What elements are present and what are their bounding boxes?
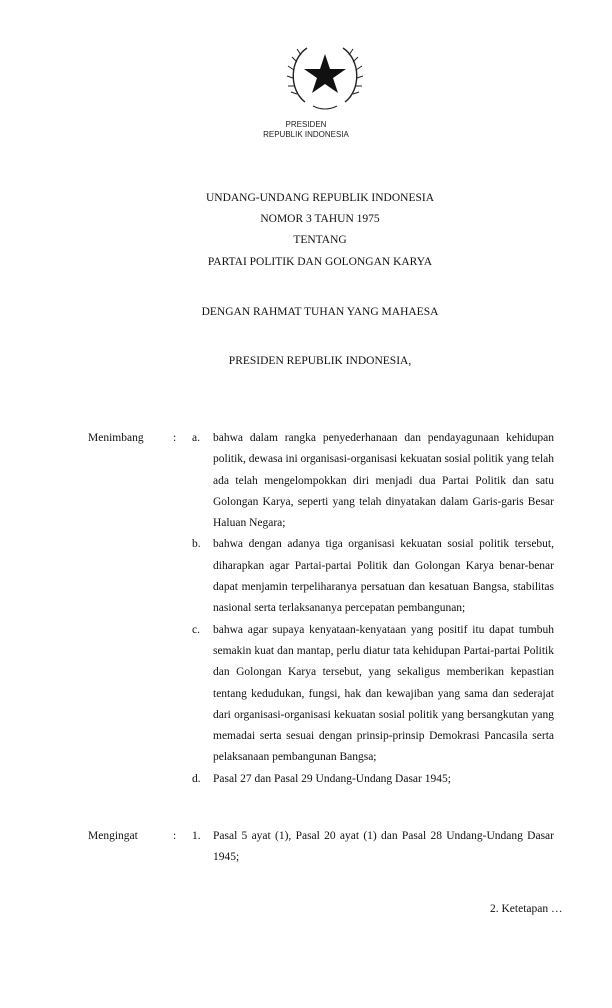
item-number: a. — [192, 432, 200, 444]
item-text: bahwa agar supaya kenyataan-kenyataan yang positif itu dapat tumbuh semakin kuat dan mantap, perlu diatur tata kehidupan Partai-partai Politik dan Golongan Karya tersebut, yang sekaligus memberikan kepastian tentang kedudukan, fungsi, hak dan kewajiban yang sama dan sederajat dari organisasi-organisasi kekuatan sosial politik yang bersangkutan yang memadai serta sesuai dengan prinsip-prinsip Demokrasi Pancasila serta pelaksanaan pembangunan Bangsa; — [213, 623, 554, 764]
letterhead-republik: REPUBLIK INDONESIA — [263, 130, 349, 139]
item-number: b. — [192, 538, 201, 551]
colon: : — [173, 432, 177, 444]
item-number: c. — [192, 623, 200, 636]
page-continuation: 2. Ketetapan … — [490, 902, 563, 915]
item-text: bahwa dengan adanya tiga organisasi kekuatan sosial politik tersebut, diharapkan agar Partai-partai Politik dan Golongan Karya benar-benar dapat menjamin terpeliharanya persatuan dan kesatuan Bangsa, stabilitas nasional serta terlaksananya percepatan pembangunan; — [213, 538, 554, 615]
list-item — [192, 826, 554, 869]
mengingat-section — [88, 826, 558, 869]
garuda-star-emblem — [283, 40, 367, 112]
mengingat-label: Mengingat — [88, 830, 138, 843]
menimbang-section — [88, 428, 558, 790]
letterhead-presiden: PRESIDEN — [285, 120, 327, 129]
list-item — [192, 769, 554, 790]
list-item — [192, 620, 554, 769]
title-line-2: NOMOR 3 TAHUN 1975 — [260, 213, 380, 225]
title-line-4: PARTAI POLITIK DAN GOLONGAN KARYA — [207, 256, 433, 268]
item-number: d. — [192, 772, 201, 785]
preamble: DENGAN RAHMAT TUHAN YANG MAHAESA — [201, 306, 439, 318]
menimbang-label: Menimbang — [88, 432, 144, 444]
list-item — [192, 534, 554, 619]
issuer: PRESIDEN REPUBLIK INDONESIA, — [228, 355, 412, 367]
list-item — [192, 428, 554, 534]
title-line-3: TENTANG — [293, 234, 347, 246]
item-text: bahwa dalam rangka penyederhanaan dan pendayagunaan kehidupan politik, dewasa ini organisasi-organisasi kekuatan sosial politik yang telah ada telah mengelompokkan diri menjadi dua Partai Politik dan satu Golongan Karya, seperti yang telah dinyatakan dalam Garis-garis Besar Haluan Negara; — [213, 432, 554, 530]
item-text: Pasal 27 dan Pasal 29 Undang-Undang Dasar 1945; — [213, 772, 451, 785]
item-number: 1. — [192, 830, 201, 843]
item-text: Pasal 5 ayat (1), Pasal 20 ayat (1) dan Pasal 28 Undang-Undang Dasar 1945; — [213, 830, 554, 864]
document-body — [88, 428, 563, 920]
title-line-1: UNDANG-UNDANG REPUBLIK INDONESIA — [205, 192, 435, 204]
colon: : — [173, 830, 177, 843]
